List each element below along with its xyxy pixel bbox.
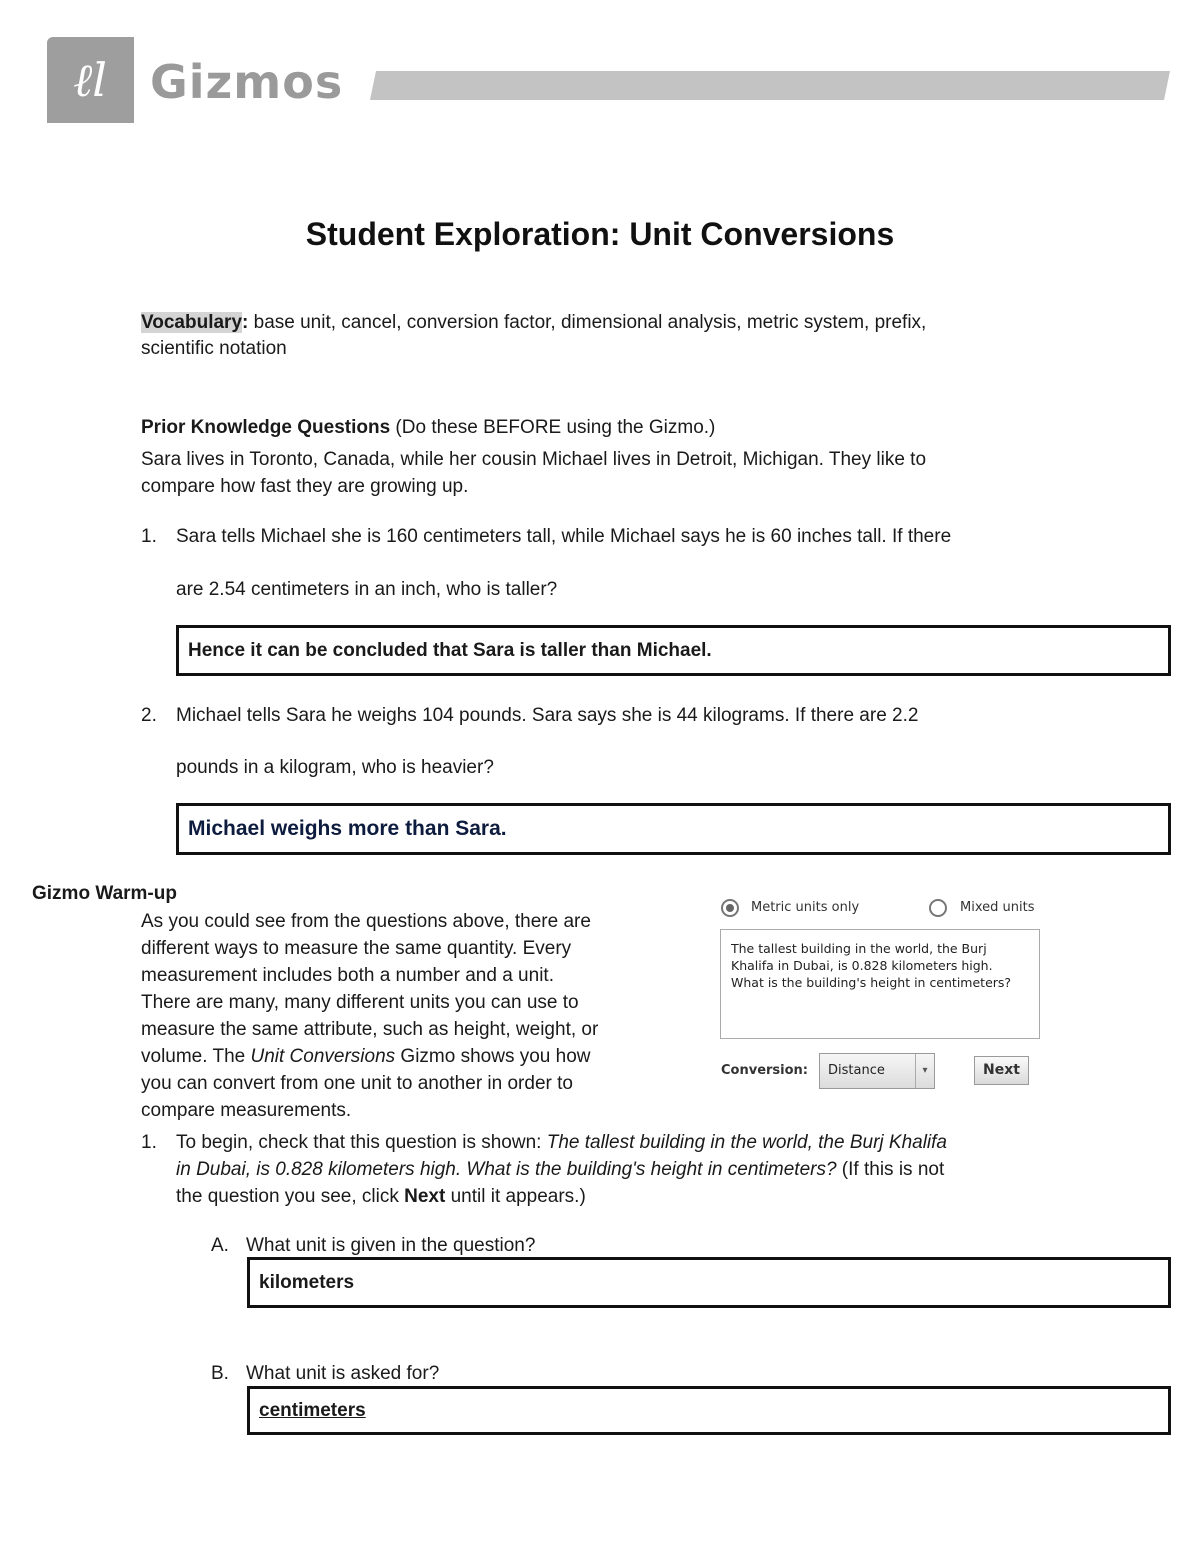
radio-metric-label: Metric units only <box>751 900 860 915</box>
question-1-line-2: are 2.54 centimeters in an inch, who is taller? <box>176 579 558 600</box>
warmup-paragraph: As you could see from the questions above, there are different ways to measure the same quantity. Every measurement includes both a number and a unit. There are many, many different units you can use to measure the same attribute, such as height, weight, or volume. The Unit Conversions Gizmo shows you how you can convert from one unit to another in order to compare measurements. <box>141 911 599 1121</box>
radio-metric-only[interactable] <box>721 899 739 917</box>
chevron-down-icon: ▾ <box>915 1054 934 1088</box>
brand-name: Gizmos <box>150 55 344 109</box>
warmup-heading: Gizmo Warm-up <box>32 883 177 904</box>
subquestion-a-letter: A. <box>211 1235 229 1256</box>
vocabulary-line-2: scientific notation <box>141 338 287 359</box>
answer-2-box[interactable]: Michael weighs more than Sara. <box>176 803 1171 855</box>
subquestion-b-text: What unit is asked for? <box>246 1363 440 1384</box>
gizmo-panel <box>718 893 1048 1093</box>
question-2-number: 2. <box>141 705 157 726</box>
answer-a-box[interactable]: kilometers <box>247 1257 1171 1308</box>
radio-mixed-label: Mixed units <box>960 900 1035 915</box>
subquestion-b-letter: B. <box>211 1363 229 1384</box>
conversion-select[interactable]: Distance ▾ <box>819 1053 935 1089</box>
next-button[interactable]: Next <box>974 1056 1029 1085</box>
header-bar <box>370 71 1170 100</box>
vocabulary-terms: base unit, cancel, conversion factor, dimensional analysis, metric system, prefix, <box>248 312 927 333</box>
warmup-question-1-text: To begin, check that this question is shown: The tallest building in the world, the Burj Khalifa in Dubai, is 0.828 kilometers high. What is the building's height in centimeters? (If this is not the question you see, click Next until it appears.) <box>176 1132 947 1207</box>
warmup-question-1-number: 1. <box>141 1132 157 1153</box>
answer-b-box[interactable]: centimeters <box>247 1386 1171 1435</box>
page-title: Student Exploration: Unit Conversions <box>305 216 895 252</box>
question-2-line-2: pounds in a kilogram, who is heavier? <box>176 757 494 778</box>
question-1-number: 1. <box>141 526 157 547</box>
radio-mixed-units[interactable] <box>929 899 947 917</box>
answer-1-box[interactable]: Hence it can be concluded that Sara is taller than Michael. <box>176 625 1171 676</box>
question-2-line-1: Michael tells Sara he weighs 104 pounds. Sara says she is 44 kilograms. If there are 2.2 <box>176 705 919 726</box>
vocabulary-label: Vocabulary <box>141 312 243 333</box>
subquestion-a-text: What unit is given in the question? <box>246 1235 536 1256</box>
vocabulary-line-1: Vocabulary: base unit, cancel, conversion factor, dimensional analysis, metric system, prefix, <box>141 312 927 333</box>
prior-intro-2: compare how fast they are growing up. <box>141 476 469 497</box>
question-1-line-1: Sara tells Michael she is 160 centimeters tall, while Michael says he is 60 inches tall. If there <box>176 526 952 547</box>
gizmo-question-box: The tallest building in the world, the Burj Khalifa in Dubai, is 0.828 kilometers high. What is the building's height in centimeters? <box>720 929 1040 1039</box>
prior-intro-1: Sara lives in Toronto, Canada, while her cousin Michael lives in Detroit, Michigan. They like to <box>141 449 927 470</box>
conversion-label: Conversion: <box>721 1063 809 1078</box>
logo-icon: ℓl <box>73 53 107 107</box>
prior-knowledge-heading: Prior Knowledge Questions (Do these BEFORE using the Gizmo.) <box>141 417 716 438</box>
